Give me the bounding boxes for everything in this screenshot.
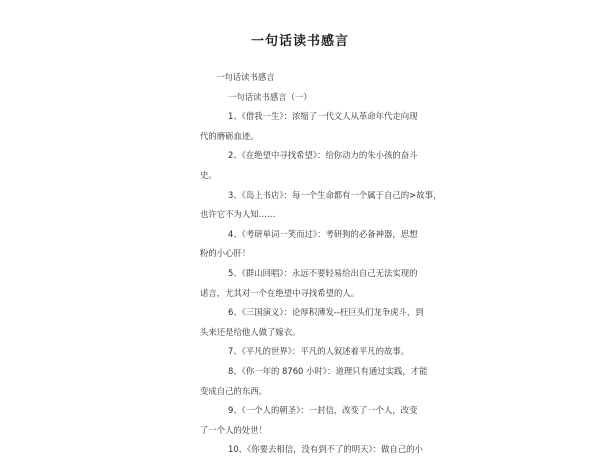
page-title: 一句话读书感言	[250, 34, 349, 49]
paragraph	[200, 264, 418, 303]
subtitle: 一句话读书感言	[216, 72, 275, 82]
paragraph	[200, 225, 418, 264]
paragraph	[200, 303, 424, 342]
paragraph-line: 了一个人的处世！	[200, 424, 267, 435]
paragraph-line: 诺言，尤其对一个在绝望中寻找希望的人。	[200, 287, 360, 298]
paragraph-line: 也许它不为人知……	[200, 209, 276, 220]
paragraph	[200, 362, 428, 401]
paragraph	[200, 401, 418, 440]
paragraph-line: 史。	[200, 169, 217, 180]
paragraph-line: 2、《在绝望中寻找希望》：给你动力的朱小孩的奋斗	[228, 150, 418, 161]
paragraph-line: 代的磨砺血迹。	[200, 130, 259, 141]
paragraph-line: 粉的小心肝！	[200, 248, 251, 259]
paragraph-line: 10、《你要去相信，没有到不了的明天》：做自己的小	[228, 444, 423, 455]
paragraph-line: 6、《三国演义》：论厚积薄发--枉巨头们龙争虎斗，到	[228, 307, 424, 318]
paragraph-line: 4、《考研单词一笑而过》：考研狗的必备神器，思想	[228, 228, 418, 239]
paragraph-line: 1、《借我一生》：浓缩了一代文人从革命年代走向现	[228, 111, 418, 122]
paragraph	[200, 146, 418, 185]
paragraph-line: 3、《岛上书店》：每一个生命都有一个属于自己的>故事，	[228, 189, 442, 200]
paragraph	[200, 342, 410, 362]
paragraph-line: 头来还是给他人做了嫁衣。	[200, 326, 301, 337]
paragraph-line: 5、《群山回唱》：永远不要轻易给出自己无法实现的	[228, 267, 418, 278]
paragraph	[200, 440, 423, 460]
paragraph-line: 9、《一个人的朝圣》：一封信，改变了一个人，改变	[228, 405, 418, 416]
paragraph-line: 7、《平凡的世界》：平凡的人叙述着平凡的故事。	[228, 346, 410, 357]
document-body	[200, 68, 442, 460]
paragraph-line: 8、《你一年的 8760 小时》：道理只有通过实践，才能	[228, 365, 428, 376]
section-heading: 一句话读书感言（一）	[228, 91, 312, 102]
paragraph	[200, 186, 442, 225]
paragraph-line: 变成自己的东西。	[200, 385, 267, 396]
paragraph	[200, 107, 418, 146]
